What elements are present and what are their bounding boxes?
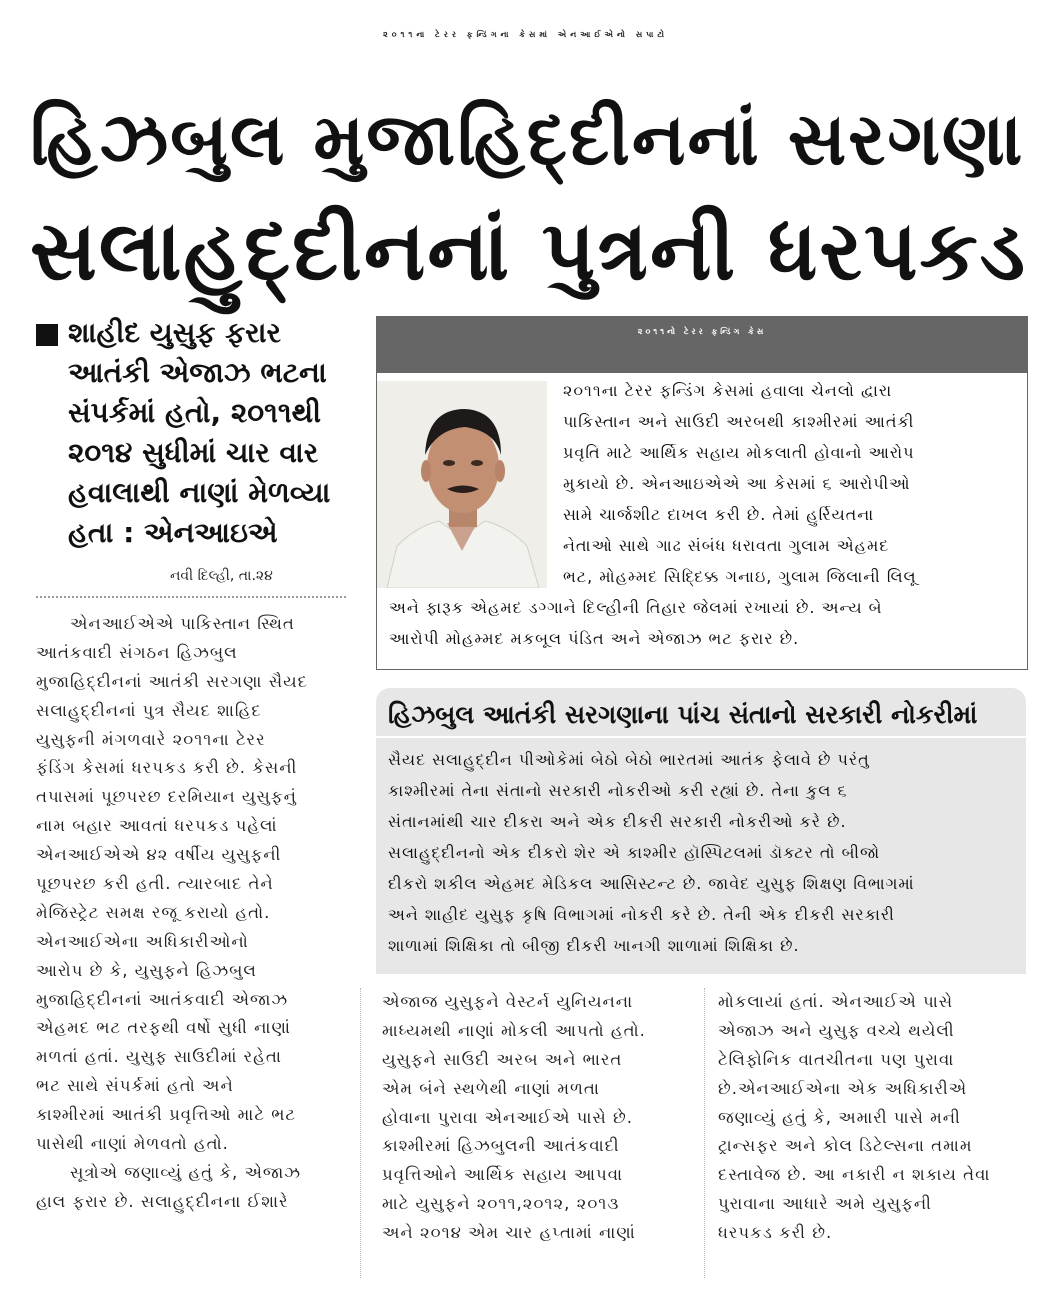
box-text-line: આરોપી મોહમ્મદ મકબૂલ પંડિત અને એજાઝ ભટ ફરાર છે. (389, 629, 800, 648)
text-line: યુસુફને સાઉદી અરબ અને ભારત (382, 1049, 623, 1069)
kicker: ૨૦૧૧ના ટેરર ફન્ડિંગના કેસમાં એનઆઈએનો સપાટો (383, 30, 668, 39)
box-title: ૨૦૧૧નો ટેરર ફન્ડિંગ કેસ (637, 327, 767, 336)
text-line: ધરપકડ કરી છે. (718, 1223, 833, 1243)
text-line: હાલ ફરાર છે. સલાહુદ્દીનના ઈશારે (36, 1191, 289, 1211)
text-line: એહમદ ભટ તરફથી વર્ષો સુધી નાણાં (36, 1018, 291, 1038)
text-line: એનઆઈએના અધિકારીઓનો (36, 931, 249, 951)
box-text-line: સામે ચાર્જશીટ દાખલ કરી છે. તેમાં હુર્રિયતના (563, 505, 875, 524)
text-line: ટેલિફોનિક વાતચીતના પણ પુરાવા (718, 1049, 955, 1069)
text-line: એનઆઈએએ પાકિસ્તાન સ્થિત (70, 614, 295, 633)
text-line: માધ્યમથી નાણાં મોકલી આપતો હતો. (382, 1020, 646, 1040)
text-line: દસ્તાવેજ છે. આ નકારી ન શકાય તેવા (718, 1165, 991, 1185)
article-column-left (36, 610, 346, 1217)
text-line: જણાવ્યું હતું કે, અમારી પાસે મની (718, 1107, 961, 1127)
deck-line: ૨૦૧૪ સુધીમાં ચાર વાર (68, 436, 319, 469)
text-line: પૂછપરછ કરી હતી. ત્યારબાદ તેને (36, 874, 274, 894)
text-line: નામ બહાર આવતાં ધરપકડ પહેલાં (36, 816, 278, 836)
box-text-line: કાશ્મીરમાં તેના સંતાનો સરકારી નોકરીઓ કરી રહ્યાં છે. તેના કુલ ૬ (388, 781, 848, 800)
text-line: એમ બંને સ્થળેથી નાણાં મળતા (382, 1078, 600, 1098)
deck-line: શાહીદ યુસુફ ફરાર (68, 316, 281, 349)
text-line: ટ્રાન્સફર અને કોલ ડિટેલ્સના તમામ (718, 1136, 973, 1156)
headline-line-1: હિઝબુલ મુજાહિદ્દીનનાં સરગણા (30, 97, 1025, 181)
text-line: ફંડિંગ કેસમાં ધરપકડ કરી છે. કેસની (36, 758, 298, 778)
text-line: મુજાહિદ્દીનનાં આતંકવાદી એજાઝ (36, 989, 289, 1009)
text-line: કાશ્મીરમાં હિઝબુલની આતંકવાદી (382, 1136, 620, 1156)
square-bullet-icon (36, 324, 58, 346)
text-line: આતંકવાદી સંગઠન હિઝબુલ (36, 642, 238, 662)
sidebar-box-children-jobs (376, 688, 1026, 974)
text-line: પ્રવૃત્તિઓને આર્થિક સહાય આપવા (382, 1165, 624, 1185)
text-line: મુજાહિદ્દીનનાં આતંકી સરગણા સૈયદ (36, 671, 308, 691)
dateline: નવી દિલ્હી, તા.૨૪ (170, 568, 273, 584)
text-line: કાશ્મીરમાં આતંકી પ્રવૃત્તિઓ માટે ભટ (36, 1105, 297, 1125)
deck-line: સંપર્કમાં હતો, ૨૦૧૧થી (68, 396, 322, 429)
box-text-line: મુકાયો છે. એનઆઇએએ આ કેસમાં ૬ આરોપીઓ (563, 474, 911, 493)
box-text-line: સૈયદ સલાહુદ્દીન પીઓકેમાં બેઠો બેઠો ભારતમાં આતંક ફેલાવે છે પરંતુ (388, 750, 870, 769)
divider (36, 596, 346, 598)
deck-line: હતા : એનઆઇએ (68, 516, 278, 549)
box-text-line: શાળામાં શિક્ષિકા તો બીજી દીકરી ખાનગી શાળામાં શિક્ષિકા છે. (388, 936, 800, 955)
text-line: અને ૨૦૧૪ એમ ચાર હપ્તામાં નાણાં (382, 1223, 636, 1243)
box-text-line: પ્રવૃતિ માટે આર્થિક સહાય મોકલાતી હોવાનો આરોપ (563, 443, 915, 462)
text-line: સલાહુદ્દીનનાં પુત્ર સૈયદ શાહિદ (36, 700, 262, 720)
text-line: છે.એનઆઈએના એક અધિકારીએ (718, 1078, 968, 1098)
text-line: માટે યુસુફને ૨૦૧૧,૨૦૧૨, ૨૦૧૩ (382, 1194, 620, 1214)
text-line: સૂત્રોએ જણાવ્યું હતું કે, એજાઝ (70, 1162, 302, 1182)
text-line: પાસેથી નાણાં મેળવતો હતો. (36, 1134, 229, 1154)
text-line: મળતાં હતાં. યુસુફ સાઉદીમાં રહેતા (36, 1047, 282, 1067)
article-column-middle (382, 988, 694, 1248)
text-line: હોવાના પુરાવા એનઆઈએ પાસે છે. (382, 1107, 634, 1127)
box-header (377, 317, 1027, 373)
divider (376, 736, 1026, 738)
deck-line: હવાલાથી નાણાં મેળવ્યા (68, 476, 331, 509)
text-line: એજાઝ અને યુસુફ વચ્ચે થયેલી (718, 1020, 955, 1040)
text-line: તપાસમાં પૂછપરછ દરમિયાન યુસુફનું (36, 787, 297, 807)
portrait-photo (377, 381, 547, 588)
column-divider (704, 988, 705, 1278)
text-line: આરોપ છે કે, યુસુફને હિઝબુલ (36, 960, 257, 980)
text-line: યુસુફની મંગળવારે ૨૦૧૧ના ટેરર (36, 729, 266, 749)
box-text-line: દીકરો શકીલ એહમદ મેડિકલ આસિસ્ટન્ટ છે. જાવેદ યુસુફ શિક્ષણ વિભાગમાં (388, 874, 915, 893)
box-text-line: ૨૦૧૧ના ટેરર ફન્ડિંગ કેસમાં હવાલા ચેનલો દ્વારા (563, 381, 893, 400)
sidebar-box-terror-funding (376, 316, 1028, 670)
text-line: પુરાવાના આધારે અમે યુસુફની (718, 1194, 932, 1214)
box-text-line: સંતાનમાંથી ચાર દીકરા અને એક દીકરી સરકારી નોકરીઓ કરે છે. (388, 812, 847, 831)
text-line: મેજિસ્ટ્રેટ સમક્ષ રજૂ કરાયો હતો. (36, 902, 271, 922)
box-text-line: અને શાહીદ યુસુફ કૃષિ વિભાગમાં નોકરી કરે છે. તેની એક દીકરી સરકારી (388, 905, 895, 924)
deck-line: આતંકી એજાઝ ભટના (68, 356, 327, 389)
text-line: મોકલાયાં હતાં. એનઆઈએ પાસે (718, 992, 954, 1011)
box-text-line: સલાહુદ્દીનનો એક દીકરો શેર એ કાશ્મીર હૉસ્પિટલમાં ડૉક્ટર તો બીજો (388, 843, 881, 862)
headline-line-2: સલાહુદ્દીનનાં પુત્રની ધરપકડ (30, 203, 1028, 299)
box-text-line: અને ફારૂક એહમદ ડગ્ગાને દિલ્હીની તિહાર જેલમાં રખાયાં છે. અન્ય બે (389, 598, 883, 617)
box-text-line: નેતાઓ સાથે ગાઢ સંબંધ ધરાવતા ગુલામ એહમદ (563, 536, 890, 555)
box-text-line: પાકિસ્તાન અને સાઉદી અરબથી કાશ્મીરમાં આતંકી (563, 412, 915, 431)
box-title: હિઝબુલ આતંકી સરગણાના પાંચ સંતાનો સરકારી નોકરીમાં (388, 700, 978, 729)
article-column-right (718, 988, 1030, 1248)
text-line: ભટ સાથે સંપર્કમાં હતો અને (36, 1076, 234, 1096)
text-line: એનઆઈએએ ૪૨ વર્ષીય યુસુફની (36, 845, 282, 865)
column-divider (360, 988, 361, 1278)
box-text-line: ભટ, મોહમ્મદ સિદ્દિક્ક ગનાઇ, ગુલામ જિલાની લિલૂ (563, 567, 917, 586)
text-line: એજાજ યુસુફને વેસ્ટર્ન યુનિયનના (382, 992, 634, 1011)
person-portrait-icon (377, 381, 547, 588)
